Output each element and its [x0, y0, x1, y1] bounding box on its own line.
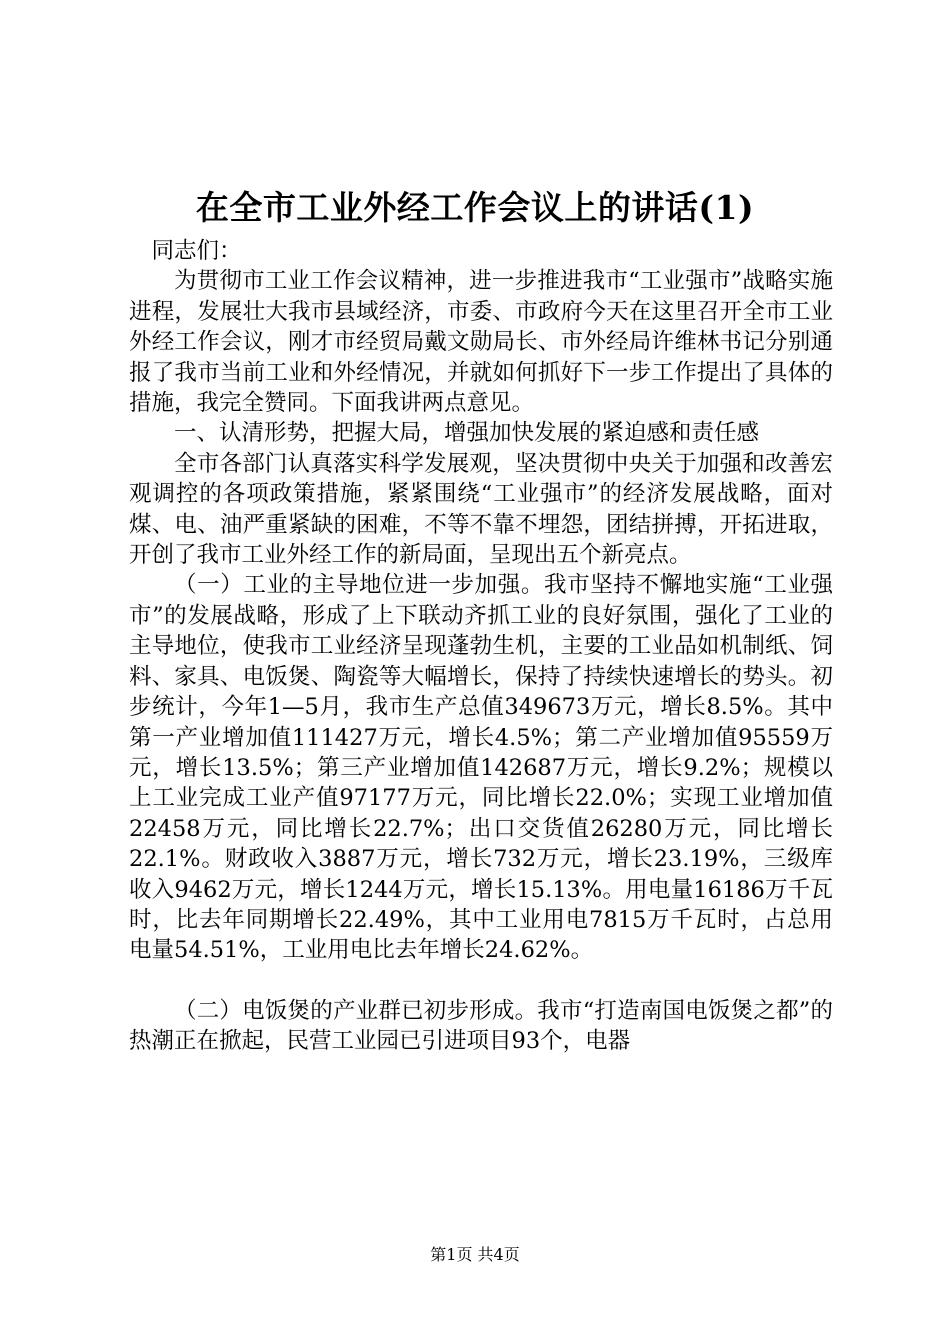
- paragraph-overview: 全市各部门认真落实科学发展观，坚决贯彻中央关于加强和改善宏观调控的各项政策措施，紧紧围绕“工业强市”的经济发展战略，面对煤、电、油严重紧缺的困难，不等不靠不埋怨，团结拼搏，开拓进取，开创了我市工业外经工作的新局面，呈现出五个新亮点。: [129, 450, 833, 569]
- page-footer: 第1页 共4页: [430, 1245, 520, 1264]
- section-heading-1: 一、认清形势，把握大局，增强加快发展的紧迫感和责任感: [174, 420, 760, 447]
- paragraph-spacer: [129, 966, 833, 996]
- greeting: 同志们：: [151, 238, 242, 264]
- paragraph-rice-cooker-industry: （二）电饭煲的产业群已初步形成。我市“打造南国电饭煲之都”的热潮正在掀起，民营工业园已引进项目93个，电器: [129, 997, 833, 1055]
- document-title: 在全市工业外经工作会议上的讲话(1): [195, 188, 755, 227]
- document-body: [129, 236, 833, 1057]
- paragraph-industry-statistics: （一）工业的主导地位进一步加强。我市坚持不懈地实施“工业强市”的发展战略，形成了上下联动齐抓工业的良好氛围，强化了工业的主导地位，使我市工业经济呈现蓬勃生机，主要的工业品如机制纸、饲料、家具、电饭煲、陶瓷等大幅增长，保持了持续快速增长的势头。初步统计，今年1—5月，我市生产总值349673万元，增长8.5%。其中第一产业增加值111427万元，增长4.5%；第二产业增加值95559万元，增长13.5%；第三产业增加值142687万元，增长9.2%；规模以上工业完成工业产值97177万元，同比增长22.0%；实现工业增加值22458万元，同比增长22.7%；出口交货值26280万元，同比增长22.1%。财政收入3887万元，增长732万元，增长23.19%，三级库收入9462万元，增长1244万元，增长15.13%。用电量16186万千瓦时，比去年同期增长22.49%，其中工业用电7815万千瓦时，占总用电量54.51%，工业用电比去年增长24.62%。: [129, 572, 833, 964]
- paragraph-intro: 为贯彻市工业工作会议精神，进一步推进我市“工业强市”战略实施进程，发展壮大我市县域经济，市委、市政府今天在这里召开全市工业外经工作会议，刚才市经贸局戴文勋局长、市外经局许维林书记分别通报了我市当前工业和外经情况，并就如何抓好下一步工作提出了具体的措施，我完全赞同。下面我讲两点意见。: [129, 268, 833, 417]
